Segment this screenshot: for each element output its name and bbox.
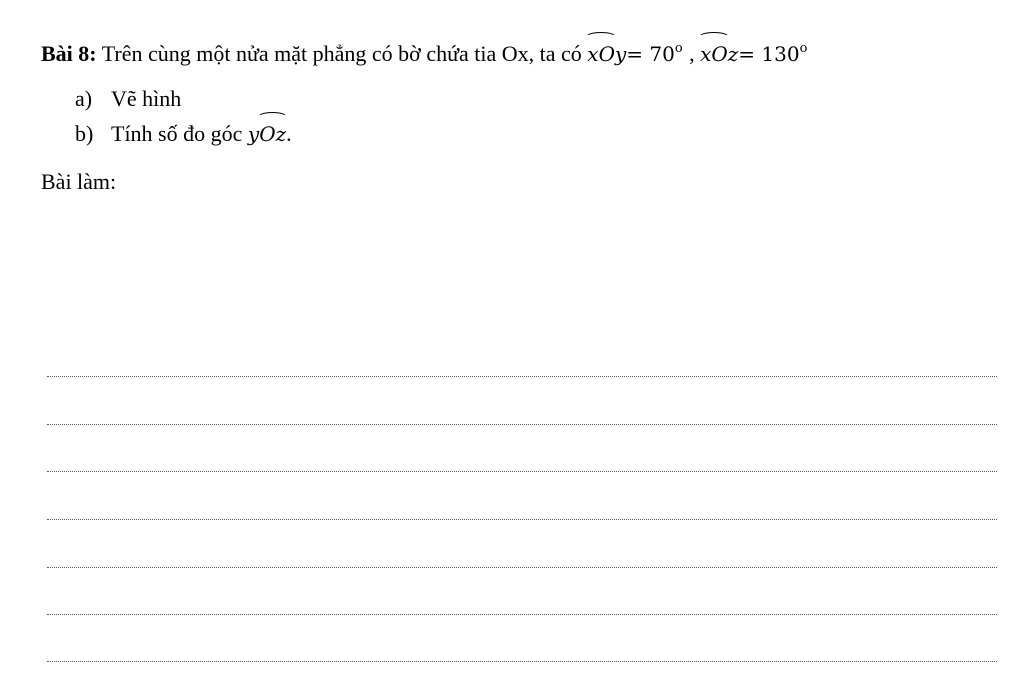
degree-sign-2: o [799,41,808,56]
task-a [75,84,181,114]
angle-yoz-left: y [247,122,260,146]
angle-xoz-right: z [727,42,739,66]
answer-label: Bài làm: [41,169,117,194]
answer-line-2[interactable] [47,424,997,425]
answer-line-4[interactable] [47,519,997,520]
task-a-marker: a) [75,86,93,111]
angle-xoy-expression [587,42,689,66]
answer-line-1[interactable] [47,376,997,377]
task-a-text: Vẽ hình [111,86,182,111]
angle-xoz [700,37,738,69]
angle-yoz-right: z [275,122,287,146]
task-b-suffix: . [286,121,292,146]
angle-yoz-expression [248,122,286,146]
answer-line-5[interactable] [47,567,997,568]
answer-line-3[interactable] [47,471,997,472]
angle-xoz-left: x [700,42,712,66]
angle-xoy-vertex: O [598,42,615,66]
angle-yoz [248,117,286,149]
problem-statement [41,34,807,69]
task-b-text: Tính số đo góc [111,121,243,146]
degree-sign-1: o [674,41,683,56]
answer-line-7[interactable] [47,661,997,662]
answer-line-6[interactable] [47,614,997,615]
angle-xoy-value: = 70 [626,42,675,66]
task-b [75,117,292,149]
angle-xoy-right: y [614,42,627,66]
angle-xoz-vertex: O [711,42,728,66]
problem-label: Bài 8: [41,41,97,66]
angle-yoz-vertex: O [259,122,276,146]
problem-separator: , [689,41,701,66]
angle-xoz-value: = 130 [738,42,800,66]
task-b-marker: b) [75,121,94,146]
angle-xoy [587,37,626,69]
angle-xoy-left: x [587,42,599,66]
angle-xoz-expression [700,42,807,66]
problem-text: Trên cùng một nửa mặt phẳng có bờ chứa tia Ox, ta có [101,41,582,66]
